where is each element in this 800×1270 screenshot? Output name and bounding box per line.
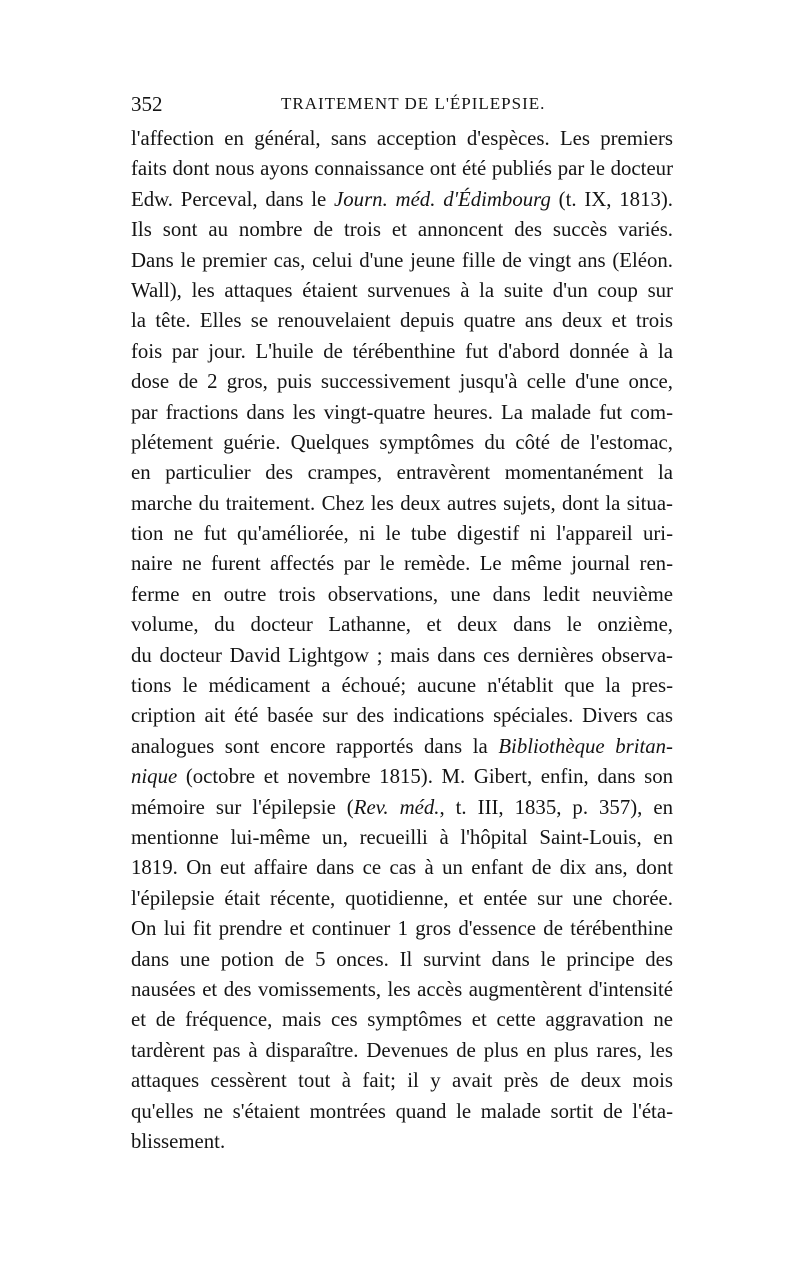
text-line: cription ait été basée sur des indications spéciales. Divers cas: [131, 704, 673, 728]
text-line: On lui fit prendre et continuer 1 gros d'essence de térébenthine: [131, 917, 673, 941]
running-title: TRAITEMENT DE L'ÉPILEPSIE.: [281, 94, 546, 113]
line-text: , t. III, 1835, p. 357), en: [439, 795, 673, 819]
journal-title: nique: [131, 765, 178, 789]
text-line: ferme en outre trois observations, une dans ledit neuvième: [131, 582, 673, 606]
text-line: Wall), les attaques étaient survenues à la suite d'un coup sur: [131, 278, 673, 302]
text-line: la tête. Elles se renouvelaient depuis quatre ans deux et trois: [131, 309, 673, 333]
page-header: [131, 92, 673, 120]
line-text: analogues sont encore rapportés dans la: [131, 734, 499, 758]
text-line: attaques cessèrent tout à fait; il y avait près de deux mois: [131, 1069, 673, 1093]
text-line: par fractions dans les vingt-quatre heures. La malade fut com-: [131, 400, 673, 424]
line-text: Edw. Perceval, dans le: [131, 187, 335, 211]
text-line: [131, 732, 673, 762]
text-line: tardèrent pas à disparaître. Devenues de plus en plus rares, les: [131, 1038, 673, 1062]
text-line: marche du traitement. Chez les deux autres sujets, dont la situa-: [131, 491, 673, 515]
text-line: Dans le premier cas, celui d'une jeune fille de vingt ans (Eléon.: [131, 248, 673, 272]
text-line: 1819. On eut affaire dans ce cas à un enfant de dix ans, dont: [131, 856, 673, 880]
text-line: fois par jour. L'huile de térébenthine fut d'abord donnée à la: [131, 339, 673, 363]
line-text: mémoire sur l'épilepsie (: [131, 795, 354, 819]
page-number: 352: [131, 92, 163, 116]
text-line: dose de 2 gros, puis successivement jusqu'à celle d'une once,: [131, 370, 673, 394]
text-line: qu'elles ne s'étaient montrées quand le malade sortit de l'éta-: [131, 1099, 673, 1123]
line-text: (octobre et novembre 1815). M. Gibert, enfin, dans son: [177, 765, 673, 789]
text-line: et de fréquence, mais ces symptômes et cette aggravation ne: [131, 1008, 673, 1032]
line-text: (t. IX, 1813).: [550, 187, 673, 211]
text-line: naire ne furent affectés par le remède. Le même journal ren-: [131, 552, 673, 576]
text-line: mentionne lui-même un, recueilli à l'hôpital Saint-Louis, en: [131, 825, 673, 849]
text-line-last: blissement.: [131, 1129, 226, 1153]
journal-title: Bibliothèque britan-: [498, 734, 673, 758]
text-line: faits dont nous ayons connaissance ont été publiés par le docteur: [131, 157, 673, 181]
text-line: en particulier des crampes, entravèrent momentanément la: [131, 461, 673, 485]
text-line: dans une potion de 5 onces. Il survint dans le principe des: [131, 947, 673, 971]
text-line: plétement guérie. Quelques symptômes du côté de l'estomac,: [131, 430, 673, 454]
text-line: nausées et des vomissements, les accès augmentèrent d'intensité: [131, 977, 673, 1001]
text-line: [131, 793, 673, 823]
text-line: tion ne fut qu'améliorée, ni le tube digestif ni l'appareil uri-: [131, 522, 673, 546]
body-text: [131, 124, 673, 1157]
text-line: Ils sont au nombre de trois et annoncent des succès variés.: [131, 218, 673, 242]
text-line: l'affection en général, sans acception d'espèces. Les premiers: [131, 127, 673, 150]
journal-title: Journ. méd. d'Édimbourg: [334, 187, 551, 211]
journal-title: Rev. méd.: [353, 795, 440, 819]
text-line: [131, 762, 673, 792]
text-line: tions le médicament a échoué; aucune n'établit que la pres-: [131, 674, 673, 698]
text-line: l'épilepsie était récente, quotidienne, et entée sur une chorée.: [131, 886, 673, 910]
text-line: du docteur David Lightgow ; mais dans ces dernières observa-: [131, 643, 673, 667]
text-line: [131, 185, 673, 215]
text-line: volume, du docteur Lathanne, et deux dans le onzième,: [131, 613, 673, 637]
